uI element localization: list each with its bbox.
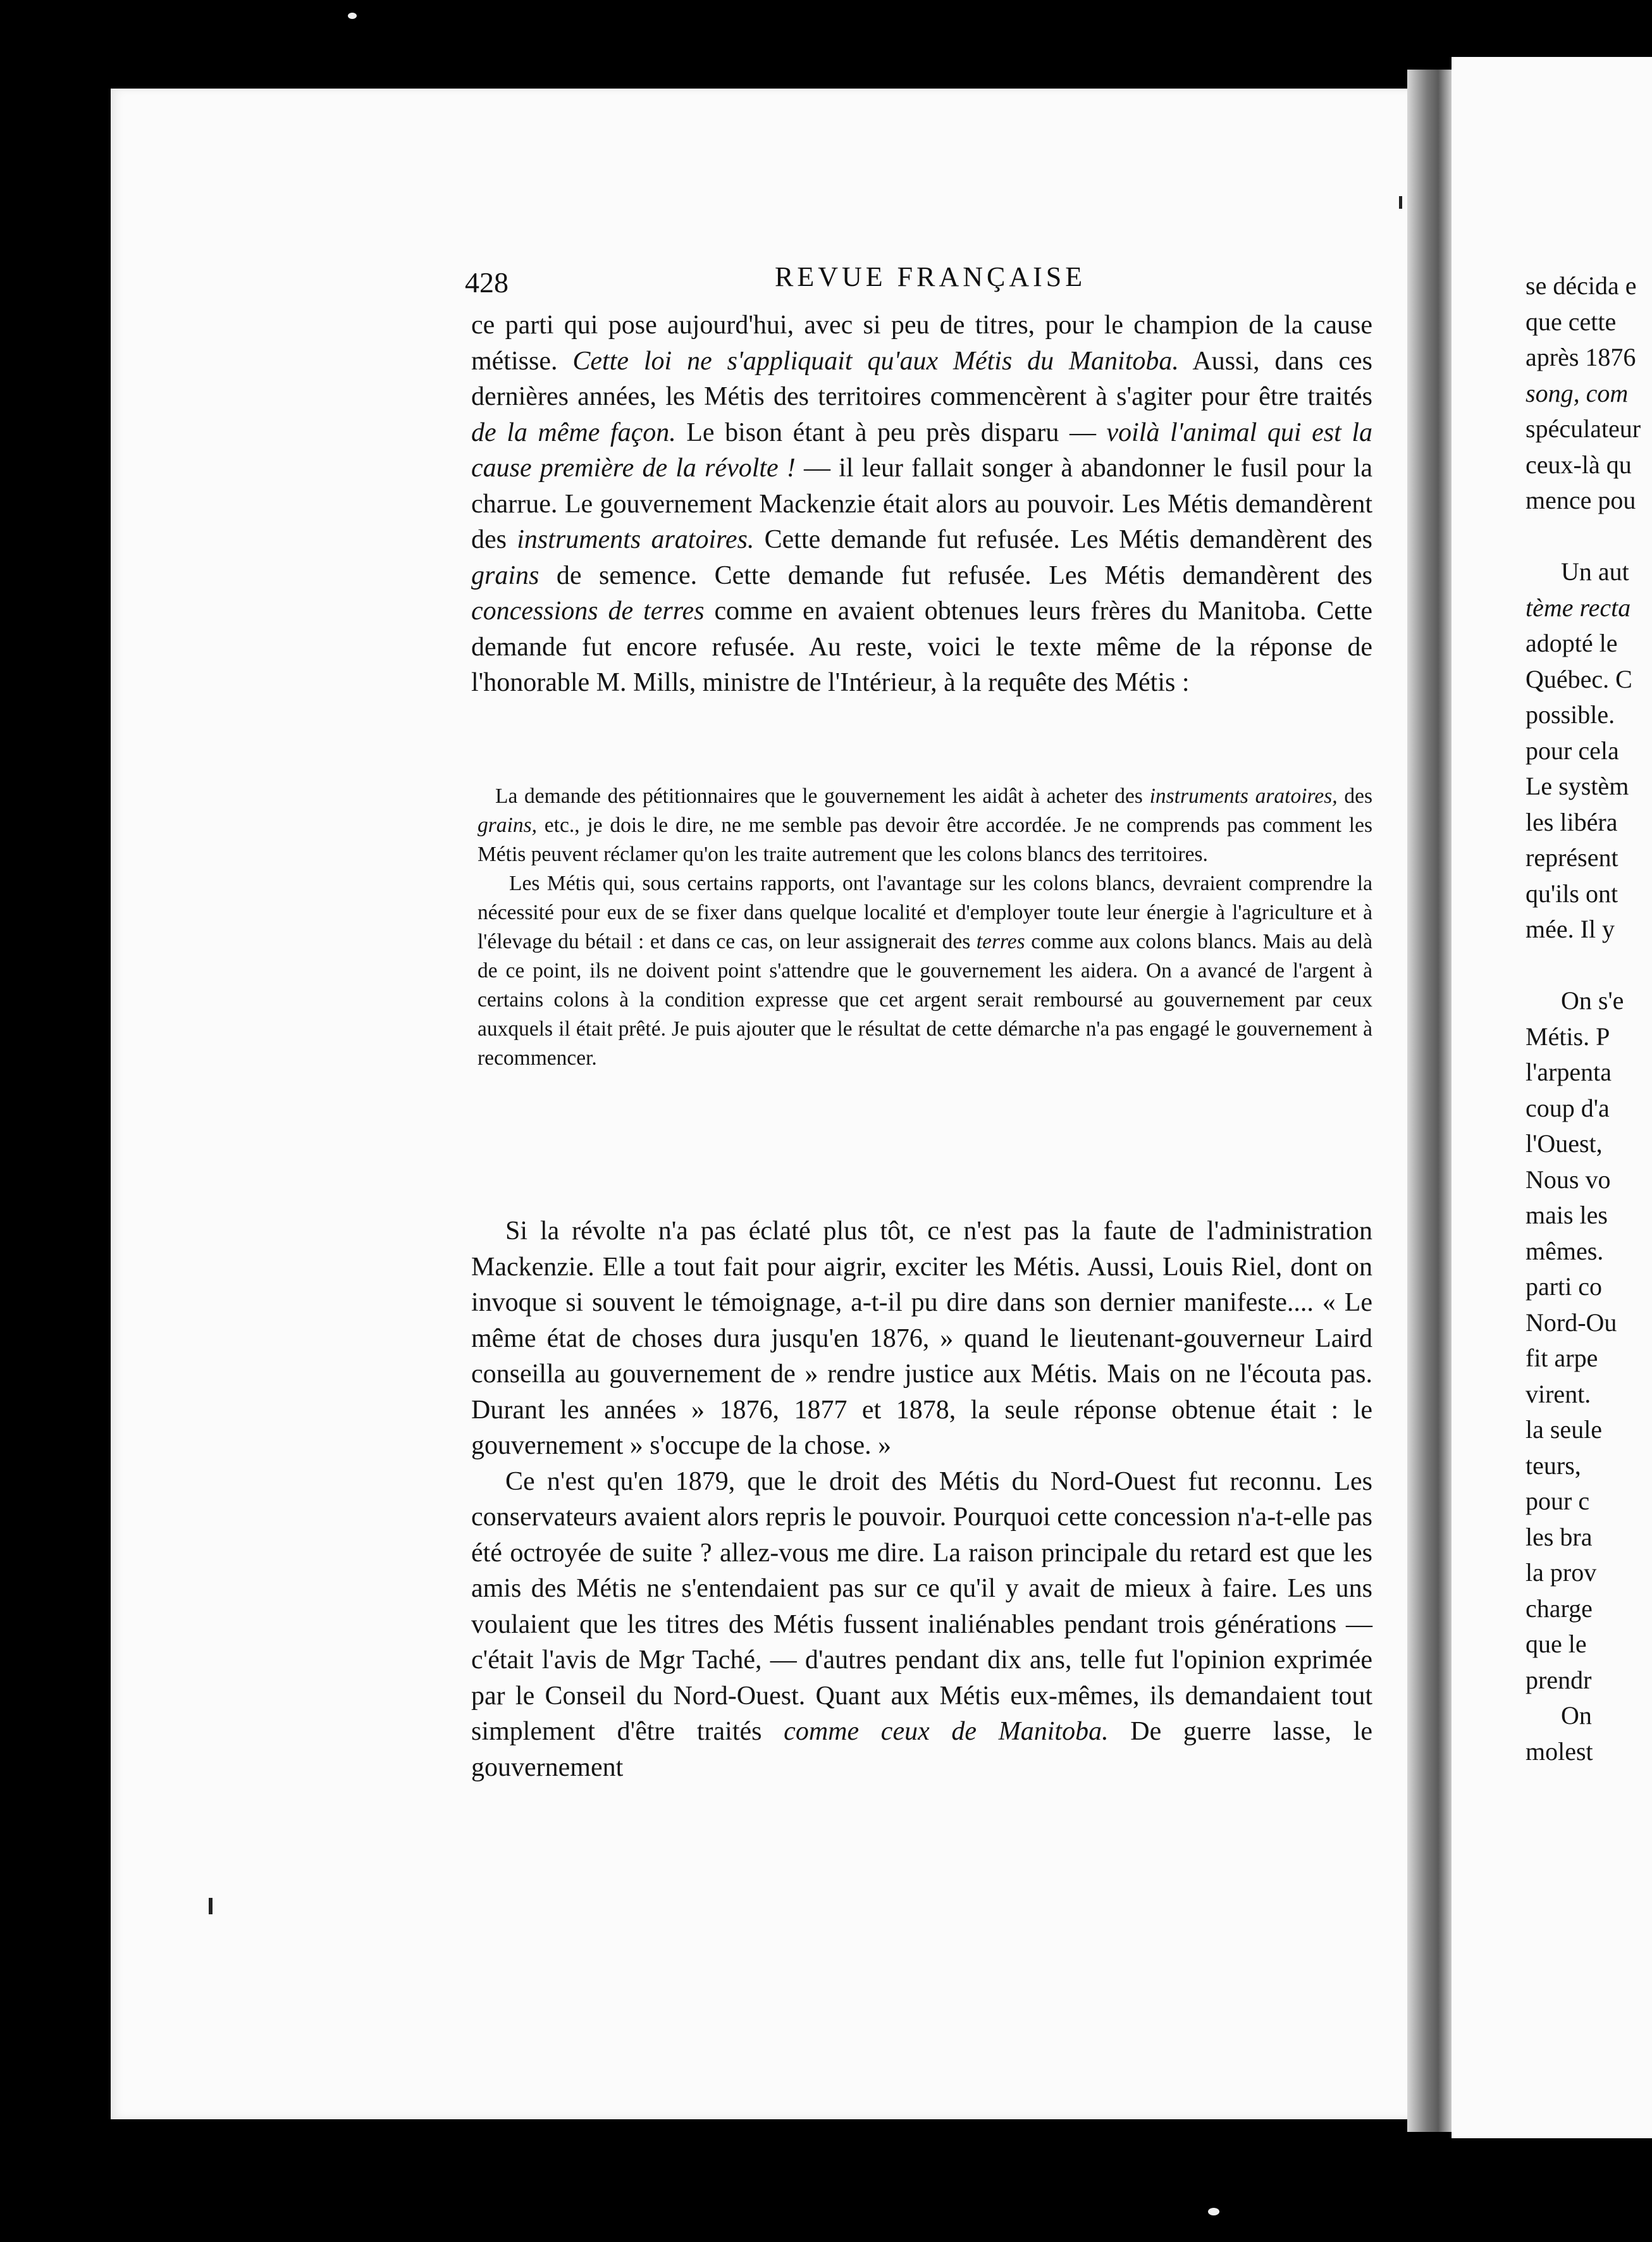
page-header xyxy=(465,261,1448,304)
right-page-text xyxy=(1526,268,1652,1769)
right-page-line: song, com xyxy=(1526,378,1629,407)
right-page-line: prendr xyxy=(1526,1665,1592,1694)
right-page-line: représent xyxy=(1526,843,1618,872)
quote-text: La demande des pétitionnaires que le gouvernement les aidât à acheter des xyxy=(495,784,1150,808)
right-page-line: Le systèm xyxy=(1526,772,1629,800)
quote-text: comme aux colons blancs. Mais au delà de ce point, ils ne doivent point s'attendre que le gouvernement les aidera. On a avancé de l'argent à certains colons à la condition expresse que cet argent serait remboursé au gouvernement par ceux auxquels il était prêté. Je puis ajouter que le résultat de cette démarche n'a pas engagé le gouvernement à recommencer. xyxy=(478,930,1372,1070)
paragraph-1-italic: grains xyxy=(471,560,539,590)
right-page-line xyxy=(1526,948,1652,984)
paragraph-1-italic: Cette loi ne s'appliquait qu'aux Métis du Manitoba. xyxy=(572,346,1179,376)
right-page-line: parti co xyxy=(1526,1272,1603,1301)
right-page-line: la seule xyxy=(1526,1415,1603,1444)
right-page-line: spéculateur xyxy=(1526,414,1641,443)
margin-mark xyxy=(1399,196,1402,209)
quote-italic: terres xyxy=(976,930,1025,953)
book-gutter xyxy=(1407,70,1452,2132)
paragraph-1-italic: concessions de terres xyxy=(471,597,705,626)
paragraph-1-italic: instruments aratoires. xyxy=(517,525,755,554)
paragraph-1-italic: voilà l'animal qui est la cause première de la révolte ! xyxy=(471,418,1372,483)
right-page-line: On s'e xyxy=(1561,986,1624,1015)
right-page-line: Nord-Ou xyxy=(1526,1308,1617,1337)
paragraph-1-text: ce parti qui pose aujourd'hui, avec si peu de titres, pour le champion de la cause métisse. xyxy=(471,311,1372,376)
paragraph-1-text: Aussi, dans ces dernières années, les Métis des territoires commencèrent à s'agiter pour être traités xyxy=(471,346,1372,411)
right-page-line: qu'ils ont xyxy=(1526,879,1618,908)
quote-text: Les Métis qui, sous certains rapports, ont l'avantage sur les colons blancs, devraient comprendre la nécessité pour eux de se fixer dans quelque localité et d'employer toute leur énergie à l'agriculture et à l'élevage du bétail : et dans ce cas, on leur assignerait des xyxy=(478,872,1372,953)
right-page-line: virent. xyxy=(1526,1379,1591,1408)
paragraph-1-text: de semence. Cette demande fut refusée. Les Métis demandèrent des xyxy=(539,560,1372,590)
right-page-line xyxy=(1526,519,1652,555)
right-page-line: ceux-là qu xyxy=(1526,450,1632,479)
quote-paragraph-1 xyxy=(478,782,1372,869)
right-page-line: que le xyxy=(1526,1630,1587,1658)
quote-italic: instruments aratoires, xyxy=(1149,784,1338,808)
right-page-line: adopté le xyxy=(1526,629,1618,657)
paragraph-3-text: De guerre lasse, le gouvernement xyxy=(471,1717,1373,1782)
right-page-line: molest xyxy=(1526,1737,1593,1766)
margin-mark xyxy=(209,1898,213,1914)
quote-italic: grains, xyxy=(478,814,538,837)
paragraph-1-italic: de la même façon. xyxy=(471,418,676,447)
paragraph-1-text: Cette demande fut refusée. Les Métis demandèrent des xyxy=(754,525,1372,554)
scan-speck xyxy=(1208,2208,1219,2215)
right-page-line: teurs, xyxy=(1526,1451,1581,1480)
right-page-line: les bra xyxy=(1526,1522,1593,1551)
right-page-line: l'arpenta xyxy=(1526,1058,1612,1086)
page-number: 428 xyxy=(465,266,509,299)
paragraph-1-text: comme en avaient obtenues leurs frères du Manitoba. Cette demande fut encore refusée. Au reste, voici le texte même de la réponse de l'honorable M. Mills, ministre de l'Intérieur, à la requête des Métis : xyxy=(471,597,1372,697)
paragraph-3-italic: comme ceux de Manitoba. xyxy=(784,1717,1109,1746)
right-page-line: que cette xyxy=(1526,307,1617,336)
right-page-line: Métis. P xyxy=(1526,1022,1610,1051)
running-head: REVUE FRANÇAISE xyxy=(775,261,1087,292)
paragraph-1-text: — il leur fallait songer à abandonner le fusil pour la charrue. Le gouvernement Mackenzie était alors au pouvoir. Les Métis demandèrent des xyxy=(471,454,1372,554)
block-quote xyxy=(478,782,1372,1073)
right-page-line: pour c xyxy=(1526,1487,1590,1515)
paragraph-2-text: Si la révolte n'a pas éclaté plus tôt, ce n'est pas la faute de l'administration Mackenzie. Elle a tout fait pour aigrir, exciter les Métis. Aussi, Louis Riel, dont on invoque si souvent le témoignage, a-t-il pu dire dans son dernier manifeste.... « Le même état de choses dura jusqu'en 1876, » quand le lieutenant-gouverneur Laird conseilla au gouvernement de » rendre justice aux Métis. Mais on ne l'écouta pas. Durant les années » 1876, 1877 et 1878, la seule réponse obtenue était : le gouvernement » s'occupe de la chose. » xyxy=(471,1217,1372,1460)
right-page-line: mais les xyxy=(1526,1201,1608,1229)
quote-paragraph-2 xyxy=(478,869,1372,1073)
right-page-line: mée. Il y xyxy=(1526,915,1615,943)
paragraph-3 xyxy=(471,1464,1372,1786)
right-page-line: Un aut xyxy=(1561,557,1629,586)
right-page-line: se décida e xyxy=(1526,271,1637,300)
right-page-line: Québec. C xyxy=(1526,664,1632,693)
right-page-line: après 1876 xyxy=(1526,343,1636,371)
paragraph-2 xyxy=(471,1213,1372,1785)
paragraph-1 xyxy=(471,307,1372,701)
right-page-line: mence pou xyxy=(1526,486,1636,514)
quote-text: etc., je dois le dire, ne me semble pas devoir être accordée. Je ne comprends pas comment les Métis peuvent réclamer qu'on les traite autrement que les colons blancs des territoires. xyxy=(478,814,1372,866)
quote-text: des xyxy=(1337,784,1372,808)
right-page-line: charge xyxy=(1526,1594,1593,1623)
right-page-line: l'Ouest, xyxy=(1526,1129,1603,1158)
paragraph-1-text: Le bison étant à peu près disparu — xyxy=(675,418,1107,447)
right-page-line: possible. xyxy=(1526,700,1615,729)
right-page-line: coup d'a xyxy=(1526,1093,1610,1122)
right-page-line: fit arpe xyxy=(1526,1344,1598,1372)
paragraph-3-text: Ce n'est qu'en 1879, que le droit des Métis du Nord-Ouest fut reconnu. Les conservateurs avaient alors repris le pouvoir. Pourquoi cette concession n'a-t-elle pas été octroyée de suite ? allez-vous me dire. La raison principale du retard est que les amis des Métis ne s'entendaient pas sur ce qu'il y avait de mieux à faire. Les uns voulaient que les titres des Métis fussent inaliénables pendant trois générations — c'était l'avis de Mgr Taché, — d'autres pendant dix ans, telle fut l'opinion exprimée par le Conseil du Nord-Ouest. Quant aux Métis eux-mêmes, ils demandaient tout simplement d'être traités xyxy=(471,1466,1372,1746)
right-page-line: On xyxy=(1561,1701,1592,1730)
scan-speck xyxy=(348,13,357,19)
right-page-line: Nous vo xyxy=(1526,1165,1611,1194)
right-page-line: mêmes. xyxy=(1526,1236,1604,1265)
right-page-line: pour cela xyxy=(1526,736,1619,765)
right-page-line: les libéra xyxy=(1526,807,1618,836)
right-page-line: la prov xyxy=(1526,1558,1597,1587)
right-page-line: tème recta xyxy=(1526,593,1631,622)
